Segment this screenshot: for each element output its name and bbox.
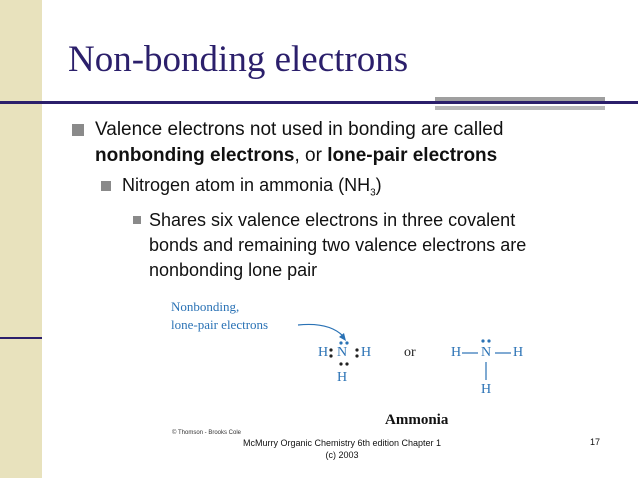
slide-footer (237, 437, 447, 461)
bullet2-main: Nitrogen atom in ammonia (NH (122, 175, 371, 195)
bullet3-line1: Shares six valence electrons in three covalent (149, 210, 516, 230)
subscript-3: 3 (370, 187, 376, 199)
bullet2-text (122, 175, 382, 199)
bullet3-line2: bonds and remaining two valence electrons are (149, 235, 527, 255)
figure-credit: © Thomson - Brooks Cole (172, 430, 242, 436)
sidebar-divider (0, 337, 42, 339)
figure-caption: Ammonia (385, 412, 449, 428)
title-divider (0, 101, 638, 104)
lewis-h-right: H (361, 345, 372, 360)
line-h-right: H (513, 345, 524, 360)
line-h-bottom: H (481, 382, 492, 397)
term-nonbonding-electrons: nonbonding electrons (95, 145, 295, 166)
bullet1-line1: Valence electrons not used in bonding are called (95, 119, 504, 140)
lewis-h-left: H (318, 345, 329, 360)
figure-label-line2: lone-pair electrons (171, 317, 269, 332)
footer-line2: (c) 2003 (325, 450, 359, 460)
ammonia-figure (168, 296, 526, 437)
footer-line1: McMurry Organic Chemistry 6th edition Chapter 1 (242, 438, 442, 448)
bullet1-separator: , or (294, 145, 328, 166)
bullet-square-icon (72, 124, 84, 136)
line-n: N (481, 345, 492, 360)
sidebar-band (0, 0, 42, 478)
bullet1-line2 (95, 145, 497, 167)
bullet-square-icon (133, 216, 141, 224)
title-divider-accent-bottom (435, 106, 605, 110)
or-label: or (404, 345, 416, 360)
title-divider-accent-top (435, 97, 605, 101)
lone-pair-arrow-icon (168, 296, 526, 437)
lewis-n: N (337, 345, 348, 360)
bullet3-line3: nonbonding lone pair (149, 260, 318, 280)
page-number: 17 (590, 437, 601, 447)
bullet-square-icon (101, 181, 111, 191)
lewis-h-bottom: H (337, 370, 348, 385)
slide-title: Non-bonding electrons (68, 39, 409, 80)
figure-label-line1: Nonbonding, (171, 299, 240, 314)
term-lone-pair-electrons: lone-pair electrons (327, 145, 498, 166)
line-h-left: H (451, 345, 462, 360)
bullet2-close: ) (375, 175, 382, 195)
